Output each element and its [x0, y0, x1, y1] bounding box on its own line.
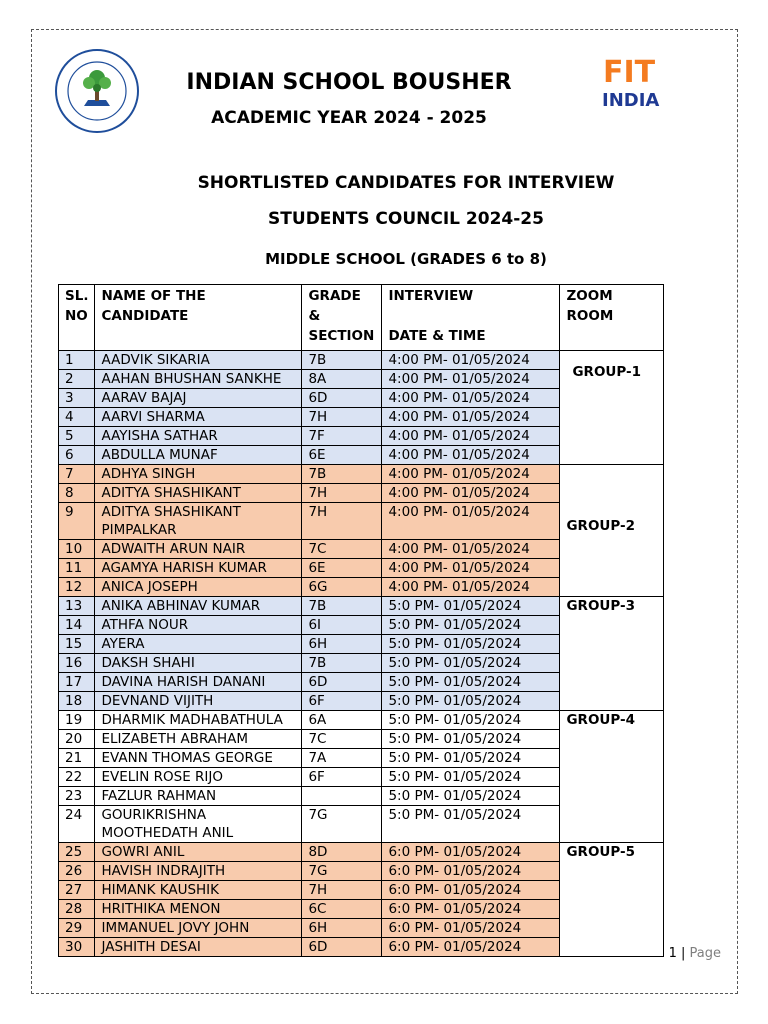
cell-grade: 7B: [302, 351, 382, 370]
cell-zoom-group: GROUP-1: [560, 351, 664, 465]
cell-interview-time: 6:0 PM- 01/05/2024: [382, 938, 560, 957]
cell-sl-no: 10: [59, 540, 95, 559]
cell-name: AARVI SHARMA: [95, 408, 302, 427]
cell-interview-time: 5:0 PM- 01/05/2024: [382, 806, 560, 843]
header-grade: GRADE & SECTION: [302, 285, 382, 351]
cell-zoom-group: GROUP-3: [560, 597, 664, 711]
cell-grade: 7C: [302, 540, 382, 559]
cell-interview-time: 5:0 PM- 01/05/2024: [382, 597, 560, 616]
cell-grade: 6F: [302, 768, 382, 787]
cell-grade: 6H: [302, 635, 382, 654]
cell-grade: 7H: [302, 408, 382, 427]
page-number: 1: [668, 946, 677, 961]
cell-grade: 8D: [302, 843, 382, 862]
cell-name: ANICA JOSEPH: [95, 578, 302, 597]
cell-interview-time: 5:0 PM- 01/05/2024: [382, 749, 560, 768]
cell-interview-time: 4:00 PM- 01/05/2024: [382, 484, 560, 503]
cell-name: AAHAN BHUSHAN SANKHE: [95, 370, 302, 389]
cell-grade: 7H: [302, 503, 382, 540]
cell-grade: 7B: [302, 654, 382, 673]
cell-interview-time: 4:00 PM- 01/05/2024: [382, 351, 560, 370]
header-zoom-room: ZOOM ROOM: [560, 285, 664, 351]
svg-text:FIT: FIT: [603, 55, 656, 90]
cell-grade: 6G: [302, 578, 382, 597]
cell-grade: 8A: [302, 370, 382, 389]
cell-interview-time: 5:0 PM- 01/05/2024: [382, 768, 560, 787]
table-row: [59, 351, 664, 370]
cell-grade: 6I: [302, 616, 382, 635]
cell-sl-no: 17: [59, 673, 95, 692]
cell-sl-no: 5: [59, 427, 95, 446]
cell-grade: 6D: [302, 389, 382, 408]
cell-sl-no: 30: [59, 938, 95, 957]
cell-sl-no: 1: [59, 351, 95, 370]
cell-name: ATHFA NOUR: [95, 616, 302, 635]
cell-name: EVANN THOMAS GEORGE: [95, 749, 302, 768]
cell-sl-no: 21: [59, 749, 95, 768]
cell-name: DEVNAND VIJITH: [95, 692, 302, 711]
cell-zoom-group: GROUP-5: [560, 843, 664, 957]
table-row: [59, 465, 664, 484]
table-row: [59, 711, 664, 730]
cell-interview-time: 6:0 PM- 01/05/2024: [382, 862, 560, 881]
cell-grade: 6D: [302, 673, 382, 692]
cell-interview-time: 4:00 PM- 01/05/2024: [382, 389, 560, 408]
cell-grade: 7B: [302, 597, 382, 616]
cell-interview-time: 4:00 PM- 01/05/2024: [382, 503, 560, 540]
cell-interview-time: 5:0 PM- 01/05/2024: [382, 692, 560, 711]
cell-grade: 7C: [302, 730, 382, 749]
cell-name: DAVINA HARISH DANANI: [95, 673, 302, 692]
cell-interview-time: 5:0 PM- 01/05/2024: [382, 635, 560, 654]
cell-grade: 7H: [302, 881, 382, 900]
cell-name: AADVIK SIKARIA: [95, 351, 302, 370]
cell-name: HIMANK KAUSHIK: [95, 881, 302, 900]
cell-sl-no: 3: [59, 389, 95, 408]
cell-grade: [302, 787, 382, 806]
cell-sl-no: 18: [59, 692, 95, 711]
candidates-table: [58, 284, 664, 957]
cell-sl-no: 11: [59, 559, 95, 578]
cell-grade: 6H: [302, 919, 382, 938]
header-name: NAME OF THE CANDIDATE: [95, 285, 302, 351]
doc-title: SHORTLISTED CANDIDATES FOR INTERVIEW: [197, 173, 615, 193]
cell-grade: 6A: [302, 711, 382, 730]
cell-name: GOURIKRISHNA MOOTHEDATH ANIL: [95, 806, 302, 843]
cell-sl-no: 25: [59, 843, 95, 862]
cell-interview-time: 5:0 PM- 01/05/2024: [382, 654, 560, 673]
cell-interview-time: 4:00 PM- 01/05/2024: [382, 408, 560, 427]
cell-sl-no: 24: [59, 806, 95, 843]
cell-interview-time: 4:00 PM- 01/05/2024: [382, 540, 560, 559]
page-label: Page: [689, 946, 721, 961]
cell-grade: 6D: [302, 938, 382, 957]
cell-sl-no: 14: [59, 616, 95, 635]
header-interview: INTERVIEW DATE & TIME: [382, 285, 560, 351]
cell-name: ADITYA SHASHIKANT: [95, 484, 302, 503]
section-title: MIDDLE SCHOOL (GRADES 6 to 8): [265, 250, 547, 268]
cell-interview-time: 4:00 PM- 01/05/2024: [382, 578, 560, 597]
cell-name: ABDULLA MUNAF: [95, 446, 302, 465]
header-sl-no: SL. NO: [59, 285, 95, 351]
page-footer: 1 | Page: [668, 946, 721, 961]
cell-name: JASHITH DESAI: [95, 938, 302, 957]
cell-grade: 6C: [302, 900, 382, 919]
school-name: INDIAN SCHOOL BOUSHER: [186, 70, 512, 95]
cell-sl-no: 28: [59, 900, 95, 919]
cell-sl-no: 19: [59, 711, 95, 730]
cell-interview-time: 5:0 PM- 01/05/2024: [382, 787, 560, 806]
cell-name: ANIKA ABHINAV KUMAR: [95, 597, 302, 616]
academic-year: ACADEMIC YEAR 2024 - 2025: [211, 108, 487, 128]
cell-name: AAYISHA SATHAR: [95, 427, 302, 446]
cell-grade: 7G: [302, 862, 382, 881]
cell-grade: 7A: [302, 749, 382, 768]
cell-interview-time: 6:0 PM- 01/05/2024: [382, 881, 560, 900]
cell-sl-no: 2: [59, 370, 95, 389]
cell-interview-time: 5:0 PM- 01/05/2024: [382, 730, 560, 749]
table-row: [59, 597, 664, 616]
cell-grade: 7B: [302, 465, 382, 484]
cell-sl-no: 16: [59, 654, 95, 673]
cell-grade: 7F: [302, 427, 382, 446]
cell-sl-no: 29: [59, 919, 95, 938]
cell-sl-no: 23: [59, 787, 95, 806]
svg-text:INDIA: INDIA: [602, 90, 660, 110]
cell-interview-time: 4:00 PM- 01/05/2024: [382, 446, 560, 465]
cell-zoom-group: GROUP-4: [560, 711, 664, 843]
cell-name: HRITHIKA MENON: [95, 900, 302, 919]
cell-sl-no: 6: [59, 446, 95, 465]
cell-sl-no: 8: [59, 484, 95, 503]
cell-name: AYERA: [95, 635, 302, 654]
cell-name: ADHYA SINGH: [95, 465, 302, 484]
doc-subtitle: STUDENTS COUNCIL 2024-25: [268, 209, 544, 229]
cell-zoom-group: GROUP-2: [560, 465, 664, 597]
cell-interview-time: 6:0 PM- 01/05/2024: [382, 843, 560, 862]
cell-name: HAVISH INDRAJITH: [95, 862, 302, 881]
cell-name: ADITYA SHASHIKANT PIMPALKAR: [95, 503, 302, 540]
cell-interview-time: 5:0 PM- 01/05/2024: [382, 711, 560, 730]
cell-name: ADWAITH ARUN NAIR: [95, 540, 302, 559]
cell-grade: 7H: [302, 484, 382, 503]
cell-name: DAKSH SHAHI: [95, 654, 302, 673]
cell-sl-no: 26: [59, 862, 95, 881]
cell-interview-time: 6:0 PM- 01/05/2024: [382, 900, 560, 919]
cell-interview-time: 4:00 PM- 01/05/2024: [382, 427, 560, 446]
cell-sl-no: 22: [59, 768, 95, 787]
cell-name: IMMANUEL JOVY JOHN: [95, 919, 302, 938]
cell-interview-time: 4:00 PM- 01/05/2024: [382, 370, 560, 389]
cell-name: EVELIN ROSE RIJO: [95, 768, 302, 787]
cell-name: AARAV BAJAJ: [95, 389, 302, 408]
cell-name: ELIZABETH ABRAHAM: [95, 730, 302, 749]
cell-interview-time: 5:0 PM- 01/05/2024: [382, 673, 560, 692]
cell-interview-time: 6:0 PM- 01/05/2024: [382, 919, 560, 938]
table-row: [59, 843, 664, 862]
cell-name: DHARMIK MADHABATHULA: [95, 711, 302, 730]
cell-grade: 6E: [302, 559, 382, 578]
cell-grade: 6E: [302, 446, 382, 465]
cell-grade: 6F: [302, 692, 382, 711]
cell-sl-no: 27: [59, 881, 95, 900]
table-header: [59, 285, 664, 351]
cell-name: GOWRI ANIL: [95, 843, 302, 862]
cell-sl-no: 12: [59, 578, 95, 597]
cell-sl-no: 9: [59, 503, 95, 540]
cell-interview-time: 4:00 PM- 01/05/2024: [382, 465, 560, 484]
cell-grade: 7G: [302, 806, 382, 843]
cell-sl-no: 7: [59, 465, 95, 484]
cell-name: FAZLUR RAHMAN: [95, 787, 302, 806]
cell-sl-no: 15: [59, 635, 95, 654]
cell-sl-no: 20: [59, 730, 95, 749]
cell-name: AGAMYA HARISH KUMAR: [95, 559, 302, 578]
cell-interview-time: 5:0 PM- 01/05/2024: [382, 616, 560, 635]
cell-interview-time: 4:00 PM- 01/05/2024: [382, 559, 560, 578]
cell-sl-no: 13: [59, 597, 95, 616]
cell-sl-no: 4: [59, 408, 95, 427]
